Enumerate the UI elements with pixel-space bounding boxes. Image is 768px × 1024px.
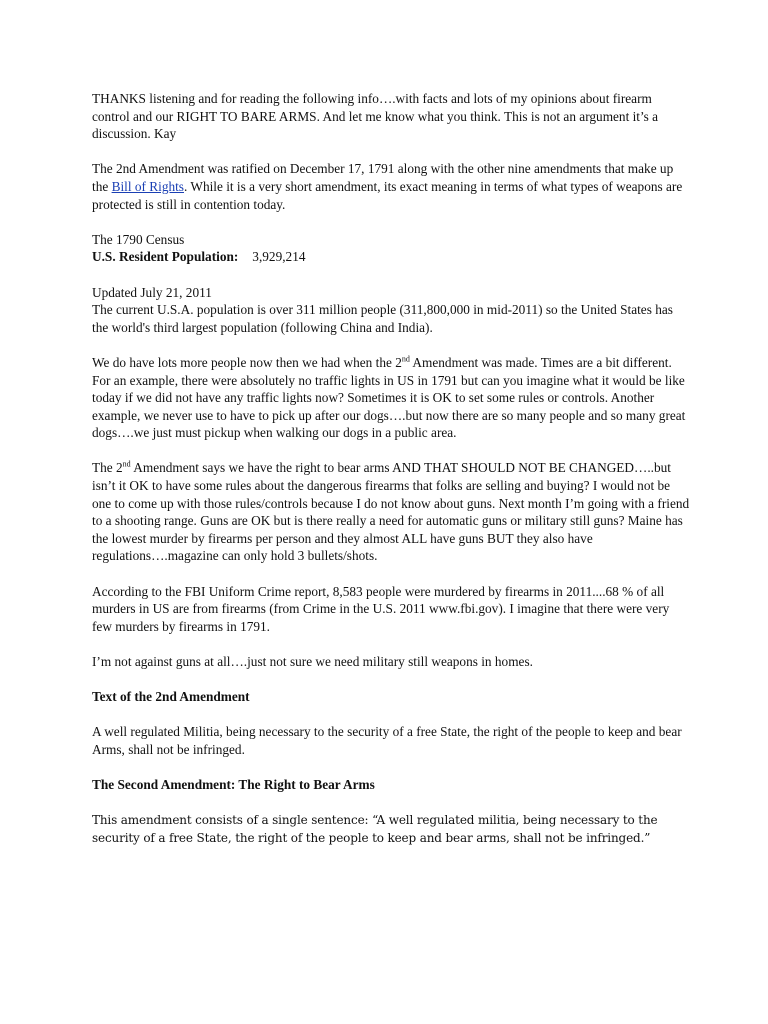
census-population-line (92, 248, 690, 266)
fbi-report-paragraph: According to the FBI Uniform Crime report, 8,583 people were murdered by firearms in 2011....68 % of all murders in US are from firearms (from Crime in the U.S. 2011 www.fbi.gov). I imagine that there were very few murders by firearms in 1791. (92, 583, 670, 634)
not-against-guns-paragraph: I’m not against guns at all….just not sure we need military still weapons in homes. (92, 654, 533, 669)
traffic-text-start: We do have lots more people now then we had when the 2 (92, 354, 402, 370)
amendment-text-heading: Text of the 2nd Amendment (92, 689, 250, 705)
ordinal-superscript: nd (401, 354, 410, 364)
single-sentence-paragraph: This amendment consists of a single sentence: “A well regulated militia, being necessary to the security of a free State, the right of the people to keep and bear arms, shall not be infringed.” (92, 813, 658, 846)
ratification-text-start: The 2nd Amendment was ratified on December 17, 1791 along with the other nine amendments that make up the (92, 161, 674, 194)
current-population-paragraph: The current U.S.A. population is over 311 million people (311,800,000 in mid-2011) so the United States has the world's third largest population (following China and India). (92, 302, 673, 335)
second-amendment-heading: The Second Amendment: The Right to Bear Arms (92, 777, 375, 793)
ratification-paragraph (92, 160, 690, 213)
ratification-text-end: . While it is a very short amendment, its exact meaning in terms of what types of weapons are protected is still in contention today. (92, 178, 683, 212)
ordinal-superscript: nd (122, 460, 131, 470)
bear-arms-text-start: The 2 (92, 460, 123, 476)
bill-of-rights-link[interactable]: Bill of Rights (111, 178, 184, 194)
updated-date: Updated July 21, 2011 (92, 284, 212, 300)
traffic-text-end: Amendment was made. Times are a bit different. For an example, there were absolutely no traffic lights in US in 1791 but can you imagine what it would be like today if we did not have any traffic lights now? Sometimes it is OK to set some rules or controls. Another example, we never use to have to pick up after our dogs….but now there are so many people and so many great dogs….we just must pickup when walking our dogs in a public area. (92, 354, 686, 441)
census-label: U.S. Resident Population: (92, 249, 239, 265)
document-page (92, 90, 690, 865)
census-value: 3,929,214 (252, 249, 306, 265)
traffic-lights-paragraph (92, 354, 690, 442)
right-to-bear-arms-paragraph (92, 459, 690, 565)
census-title: The 1790 Census (92, 231, 185, 247)
intro-paragraph: THANKS listening and for reading the following info….with facts and lots of my opinions about firearm control and our RIGHT TO BARE ARMS. And let me know what you think. This is not an argument it’s a discussion. Kay (92, 91, 659, 142)
amendment-text-paragraph: A well regulated Militia, being necessary to the security of a free State, the right of the people to keep and bear Arms, shall not be infringed. (92, 724, 682, 757)
bear-arms-text-end: Amendment says we have the right to bear arms AND THAT SHOULD NOT BE CHANGED…..but isn’t it OK to have some rules about the dangerous firearms that folks are selling and buying? I would not be one to come up with those rules/controls because I do not know about guns. Next month I’m going with a friend to a shooting range. Guns are OK but is there really a need for automatic guns or military still guns? Maine has the lowest murder by firearms per person and they almost ALL have guns BUT they also have regulations….magazine can only hold 3 bullets/shots. (92, 460, 690, 564)
